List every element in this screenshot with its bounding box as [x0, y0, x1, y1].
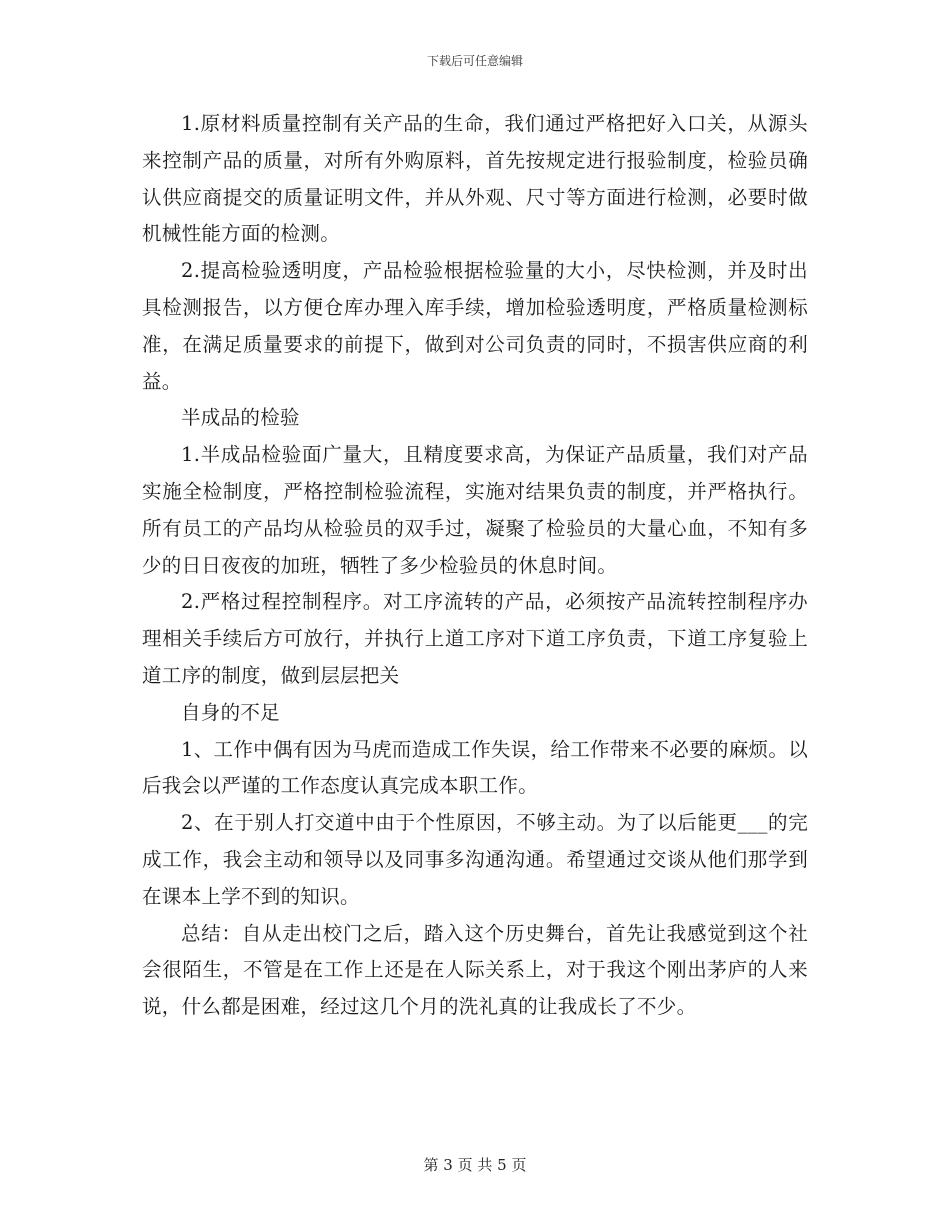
paragraph-raw-material: 1.原材料质量控制有关产品的生命，我们通过严格把好入口关，从源头来控制产品的质量，对所有外购原料，首先按规定进行报验制度，检验员确认供应商提交的质量证明文件，并从外观、尺寸等方面进行检测，必要时做机械性能方面的检测。	[142, 112, 808, 246]
paragraph-inspection-transparency: 2.提高检验透明度，产品检验根据检验量的大小，尽快检测，并及时出具检测报告，以方便仓库办理入库手续，增加检验透明度，严格质量检测标准，在满足质量要求的前提下，做到对公司负责的同时，不损害供应商的利益。	[142, 259, 808, 393]
paragraph-shortcoming-2: 2、在于别人打交道中由于个性原因，不够主动。为了以后能更___的完成工作，我会主动和领导以及同事多沟通沟通。希望通过交谈从他们那学到在课本上学不到的知识。	[142, 811, 808, 908]
paragraph-summary: 总结：自从走出校门之后，踏入这个历史舞台，首先让我感觉到这个社会很陌生，不管是在工作上还是在人际关系上，对于我这个刚出茅庐的人来说，什么都是困难，经过这几个月的洗礼真的让我成长了不少。	[142, 921, 808, 1019]
paragraph-process-control: 2.严格过程控制程序。对工序流转的产品，必须按产品流转控制程序办理相关手续后方可放行，并执行上道工序对下道工序负责，下道工序复验上道工序的制度，做到层层把关	[142, 590, 808, 687]
page-header-note: 下载后可任意编辑	[426, 54, 523, 68]
page-number: 第 3 页 共 5 页	[423, 1156, 527, 1174]
document-body	[142, 106, 808, 1026]
paragraph-shortcoming-1: 1、工作中偶有因为马虎而造成工作失误，给工作带来不必要的麻烦。以后我会以严谨的工作态度认真完成本职工作。	[142, 737, 808, 798]
section-heading-shortcomings: 自身的不足	[181, 700, 281, 724]
section-heading-semi-finished: 半成品的检验	[181, 406, 300, 430]
paragraph-semi-finished-inspection: 1.半成品检验面广量大，且精度要求高，为保证产品质量，我们对产品实施全检制度，严格控制检验流程，实施对结果负责的制度，并严格执行。所有员工的产品均从检验员的双手过，凝聚了检验员的大量心血，不知有多少的日日夜夜的加班，牺牲了多少检验员的休息时间。	[142, 443, 808, 577]
